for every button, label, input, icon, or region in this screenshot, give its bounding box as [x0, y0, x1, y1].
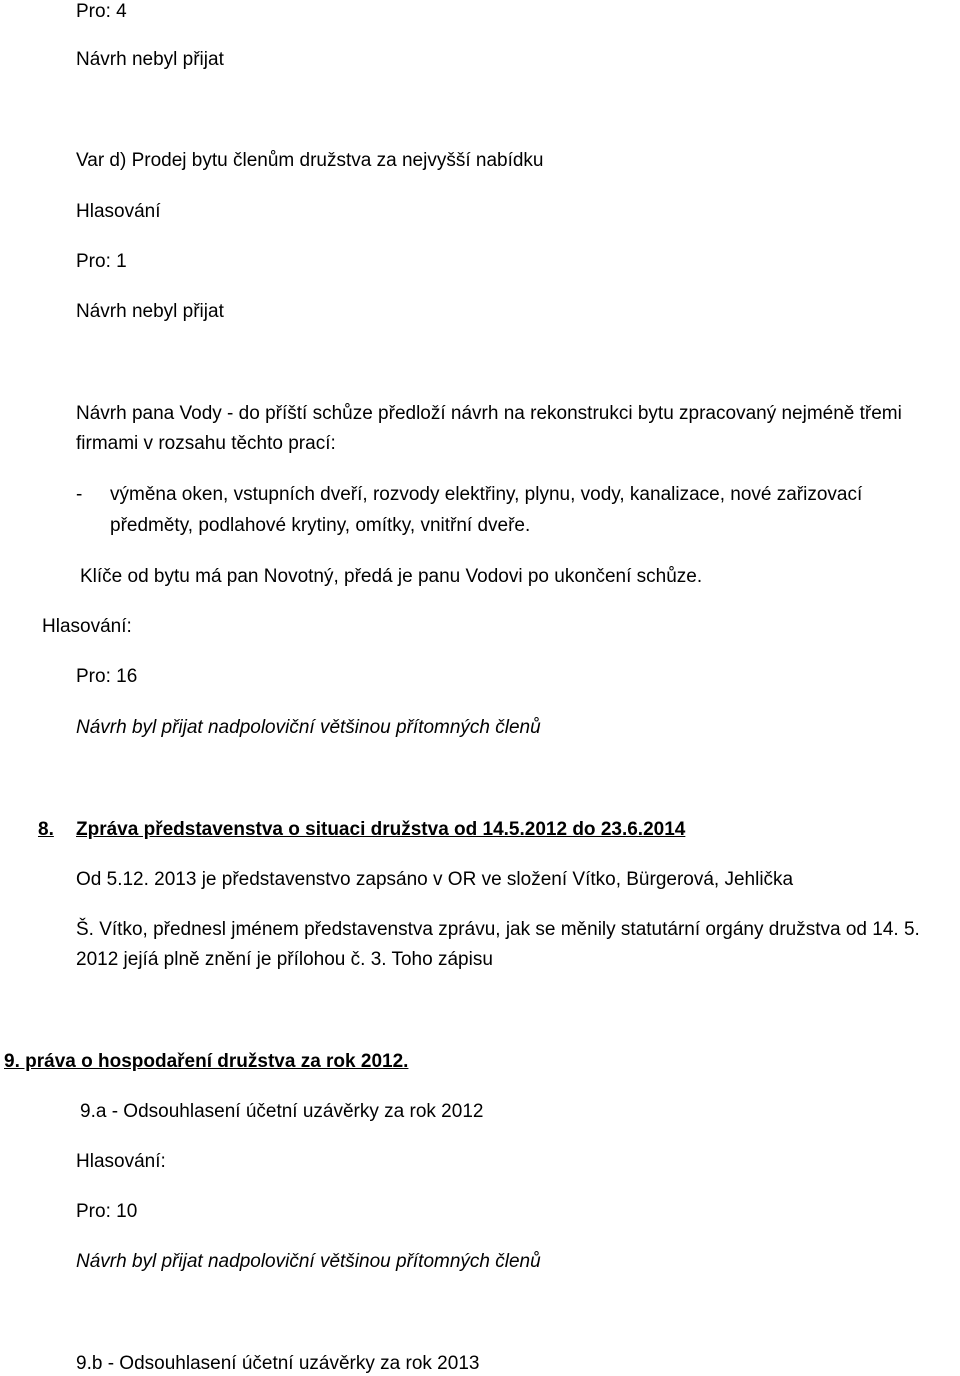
body-text: 2012 jejíá plně znění je přílohou č. 3. Toho zápisu	[76, 949, 493, 970]
note-text: Klíče od bytu má pan Novotný, předá je panu Vodovi po ukončení schůze.	[80, 566, 703, 587]
proposal-text: firmami v rozsahu těchto prací:	[76, 433, 336, 454]
voting-label: Hlasování:	[42, 616, 132, 637]
vote-for-count: Pro: 4	[76, 1, 127, 22]
section-heading: Zpráva představenstva o situaci družstva od 14.5.2012 do 23.6.2014	[76, 819, 686, 840]
vote-for-count: Pro: 10	[76, 1201, 138, 1222]
vote-for-count: Pro: 16	[76, 666, 138, 687]
vote-result: Návrh nebyl přijat	[76, 49, 224, 70]
vote-for-count: Pro: 1	[76, 251, 127, 272]
vote-result: Návrh byl přijat nadpoloviční většinou přítomných členů	[76, 1251, 541, 1272]
subsection-heading: 9.b - Odsouhlasení účetní uzávěrky za rok 2013	[76, 1353, 480, 1374]
proposal-text: Návrh pana Vody - do příští schůze předloží návrh na rekonstrukci bytu zpracovaný nejméně třemi	[76, 403, 902, 424]
list-item: výměna oken, vstupních dveří, rozvody elektřiny, plynu, vody, kanalizace, nové zařizovací	[110, 484, 863, 505]
vote-result: Návrh nebyl přijat	[76, 301, 224, 322]
list-bullet: -	[76, 484, 83, 505]
section-heading: 9. práva o hospodaření družstva za rok 2012.	[4, 1051, 409, 1072]
voting-label: Hlasování:	[76, 1151, 166, 1172]
vote-result: Návrh byl přijat nadpoloviční většinou přítomných členů	[76, 717, 541, 738]
section-number: 8.	[38, 819, 54, 840]
body-text: Od 5.12. 2013 je představenstvo zapsáno v OR ve složení Vítko, Bürgerová, Jehlička	[76, 869, 794, 890]
subsection-heading: 9.a - Odsouhlasení účetní uzávěrky za rok 2012	[80, 1101, 484, 1122]
list-item-continuation: předměty, podlahové krytiny, omítky, vnitřní dveře.	[110, 515, 531, 536]
variant-heading: Var d) Prodej bytu členům družstva za nejvyšší nabídku	[76, 150, 544, 171]
body-text: Š. Vítko, přednesl jménem představenstva zprávu, jak se měnily statutární orgány družstva od 14. 5.	[76, 919, 920, 940]
voting-label: Hlasování	[76, 201, 161, 222]
